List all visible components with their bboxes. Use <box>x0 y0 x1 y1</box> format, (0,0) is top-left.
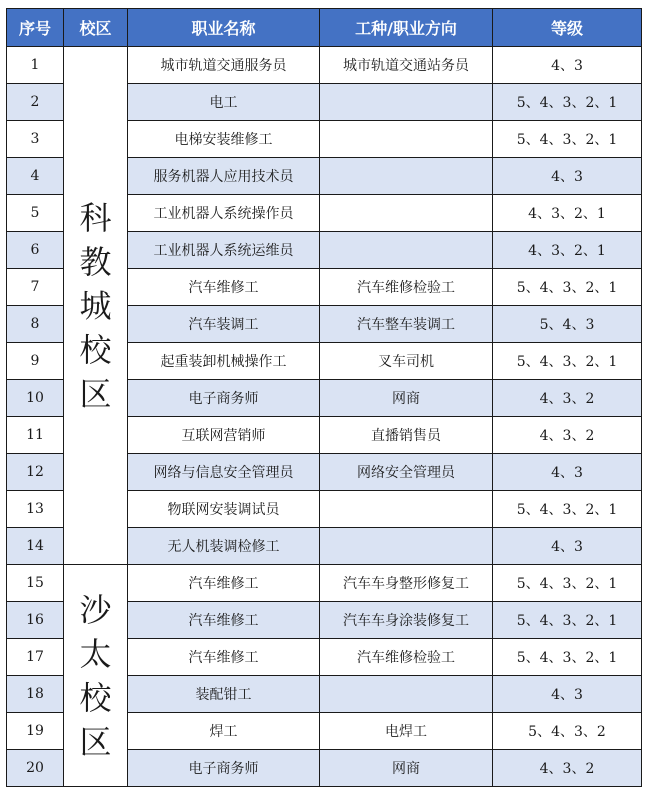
vocational-table-wrapper <box>6 8 642 787</box>
campus-name-char: 区 <box>79 374 112 413</box>
cell-campus <box>64 565 128 787</box>
cell-no: 10 <box>7 380 64 417</box>
cell-no: 9 <box>7 343 64 380</box>
campus-name-char: 城 <box>79 286 112 325</box>
cell-level: 4、3 <box>493 47 642 84</box>
cell-job-type: 电焊工 <box>320 713 493 750</box>
cell-no: 19 <box>7 713 64 750</box>
campus-name-char: 太 <box>79 634 112 673</box>
campus-name-char: 教 <box>79 242 112 281</box>
cell-job-type: 网商 <box>320 750 493 787</box>
cell-job-type <box>320 84 493 121</box>
cell-no: 3 <box>7 121 64 158</box>
cell-level: 5、4、3、2、1 <box>493 639 642 676</box>
header-level: 等级 <box>493 9 642 47</box>
cell-level: 4、3、2 <box>493 750 642 787</box>
cell-no: 7 <box>7 269 64 306</box>
cell-job-name: 电子商务师 <box>128 380 320 417</box>
cell-job-name: 电梯安装维修工 <box>128 121 320 158</box>
cell-job-type <box>320 528 493 565</box>
cell-level: 5、4、3、2、1 <box>493 269 642 306</box>
cell-job-name: 工业机器人系统操作员 <box>128 195 320 232</box>
cell-no: 11 <box>7 417 64 454</box>
campus-name-char: 校 <box>79 678 112 717</box>
cell-job-name: 汽车维修工 <box>128 639 320 676</box>
cell-job-type: 城市轨道交通站务员 <box>320 47 493 84</box>
cell-job-type: 叉车司机 <box>320 343 493 380</box>
cell-job-type: 汽车维修检验工 <box>320 269 493 306</box>
cell-level: 4、3、2 <box>493 417 642 454</box>
cell-job-name: 起重装卸机械操作工 <box>128 343 320 380</box>
cell-no: 20 <box>7 750 64 787</box>
cell-job-type <box>320 232 493 269</box>
cell-no: 17 <box>7 639 64 676</box>
cell-level: 4、3 <box>493 528 642 565</box>
cell-job-type <box>320 491 493 528</box>
cell-job-name: 汽车维修工 <box>128 565 320 602</box>
cell-job-name: 电子商务师 <box>128 750 320 787</box>
cell-level: 4、3 <box>493 454 642 491</box>
cell-job-name: 装配钳工 <box>128 676 320 713</box>
cell-job-type: 网商 <box>320 380 493 417</box>
header-no: 序号 <box>7 9 64 47</box>
header-job-name: 职业名称 <box>128 9 320 47</box>
cell-no: 2 <box>7 84 64 121</box>
campus-name-char: 沙 <box>79 590 112 629</box>
cell-no: 16 <box>7 602 64 639</box>
cell-level: 5、4、3、2、1 <box>493 491 642 528</box>
cell-job-type <box>320 121 493 158</box>
cell-job-type <box>320 195 493 232</box>
campus-name <box>64 588 127 764</box>
cell-job-name: 汽车维修工 <box>128 269 320 306</box>
campus-name-char: 区 <box>79 722 112 761</box>
cell-job-name: 工业机器人系统运维员 <box>128 232 320 269</box>
header-row <box>7 9 642 47</box>
cell-level: 4、3、2、1 <box>493 232 642 269</box>
header-campus: 校区 <box>64 9 128 47</box>
table-header <box>7 9 642 47</box>
cell-campus <box>64 47 128 565</box>
cell-no: 18 <box>7 676 64 713</box>
cell-job-name: 无人机装调检修工 <box>128 528 320 565</box>
cell-job-type <box>320 158 493 195</box>
cell-no: 6 <box>7 232 64 269</box>
table-body <box>7 47 642 787</box>
vocational-skills-table <box>6 8 642 787</box>
cell-level: 4、3 <box>493 676 642 713</box>
cell-job-type: 汽车车身整形修复工 <box>320 565 493 602</box>
campus-name-char: 科 <box>79 198 112 237</box>
header-job-type: 工种/职业方向 <box>320 9 493 47</box>
cell-level: 4、3、2、1 <box>493 195 642 232</box>
cell-job-name: 汽车维修工 <box>128 602 320 639</box>
campus-name <box>64 196 127 416</box>
cell-no: 14 <box>7 528 64 565</box>
cell-job-type: 汽车整车装调工 <box>320 306 493 343</box>
cell-level: 4、3、2 <box>493 380 642 417</box>
cell-job-name: 网络与信息安全管理员 <box>128 454 320 491</box>
cell-job-name: 焊工 <box>128 713 320 750</box>
cell-job-type: 直播销售员 <box>320 417 493 454</box>
cell-job-name: 互联网营销师 <box>128 417 320 454</box>
cell-no: 13 <box>7 491 64 528</box>
cell-no: 15 <box>7 565 64 602</box>
cell-level: 5、4、3、2、1 <box>493 343 642 380</box>
table-row <box>7 565 642 602</box>
cell-level: 5、4、3、2、1 <box>493 84 642 121</box>
cell-job-name: 电工 <box>128 84 320 121</box>
campus-name-char: 校 <box>79 330 112 369</box>
cell-job-name: 服务机器人应用技术员 <box>128 158 320 195</box>
cell-no: 4 <box>7 158 64 195</box>
cell-job-name: 城市轨道交通服务员 <box>128 47 320 84</box>
cell-job-name: 汽车装调工 <box>128 306 320 343</box>
cell-level: 5、4、3 <box>493 306 642 343</box>
cell-job-type: 网络安全管理员 <box>320 454 493 491</box>
table-row <box>7 47 642 84</box>
cell-level: 5、4、3、2、1 <box>493 565 642 602</box>
cell-no: 12 <box>7 454 64 491</box>
cell-job-type: 汽车车身涂装修复工 <box>320 602 493 639</box>
cell-no: 8 <box>7 306 64 343</box>
cell-job-type <box>320 676 493 713</box>
cell-job-name: 物联网安装调试员 <box>128 491 320 528</box>
cell-level: 5、4、3、2、1 <box>493 121 642 158</box>
cell-level: 5、4、3、2、1 <box>493 602 642 639</box>
cell-no: 5 <box>7 195 64 232</box>
cell-level: 4、3 <box>493 158 642 195</box>
cell-job-type: 汽车维修检验工 <box>320 639 493 676</box>
cell-level: 5、4、3、2 <box>493 713 642 750</box>
cell-no: 1 <box>7 47 64 84</box>
